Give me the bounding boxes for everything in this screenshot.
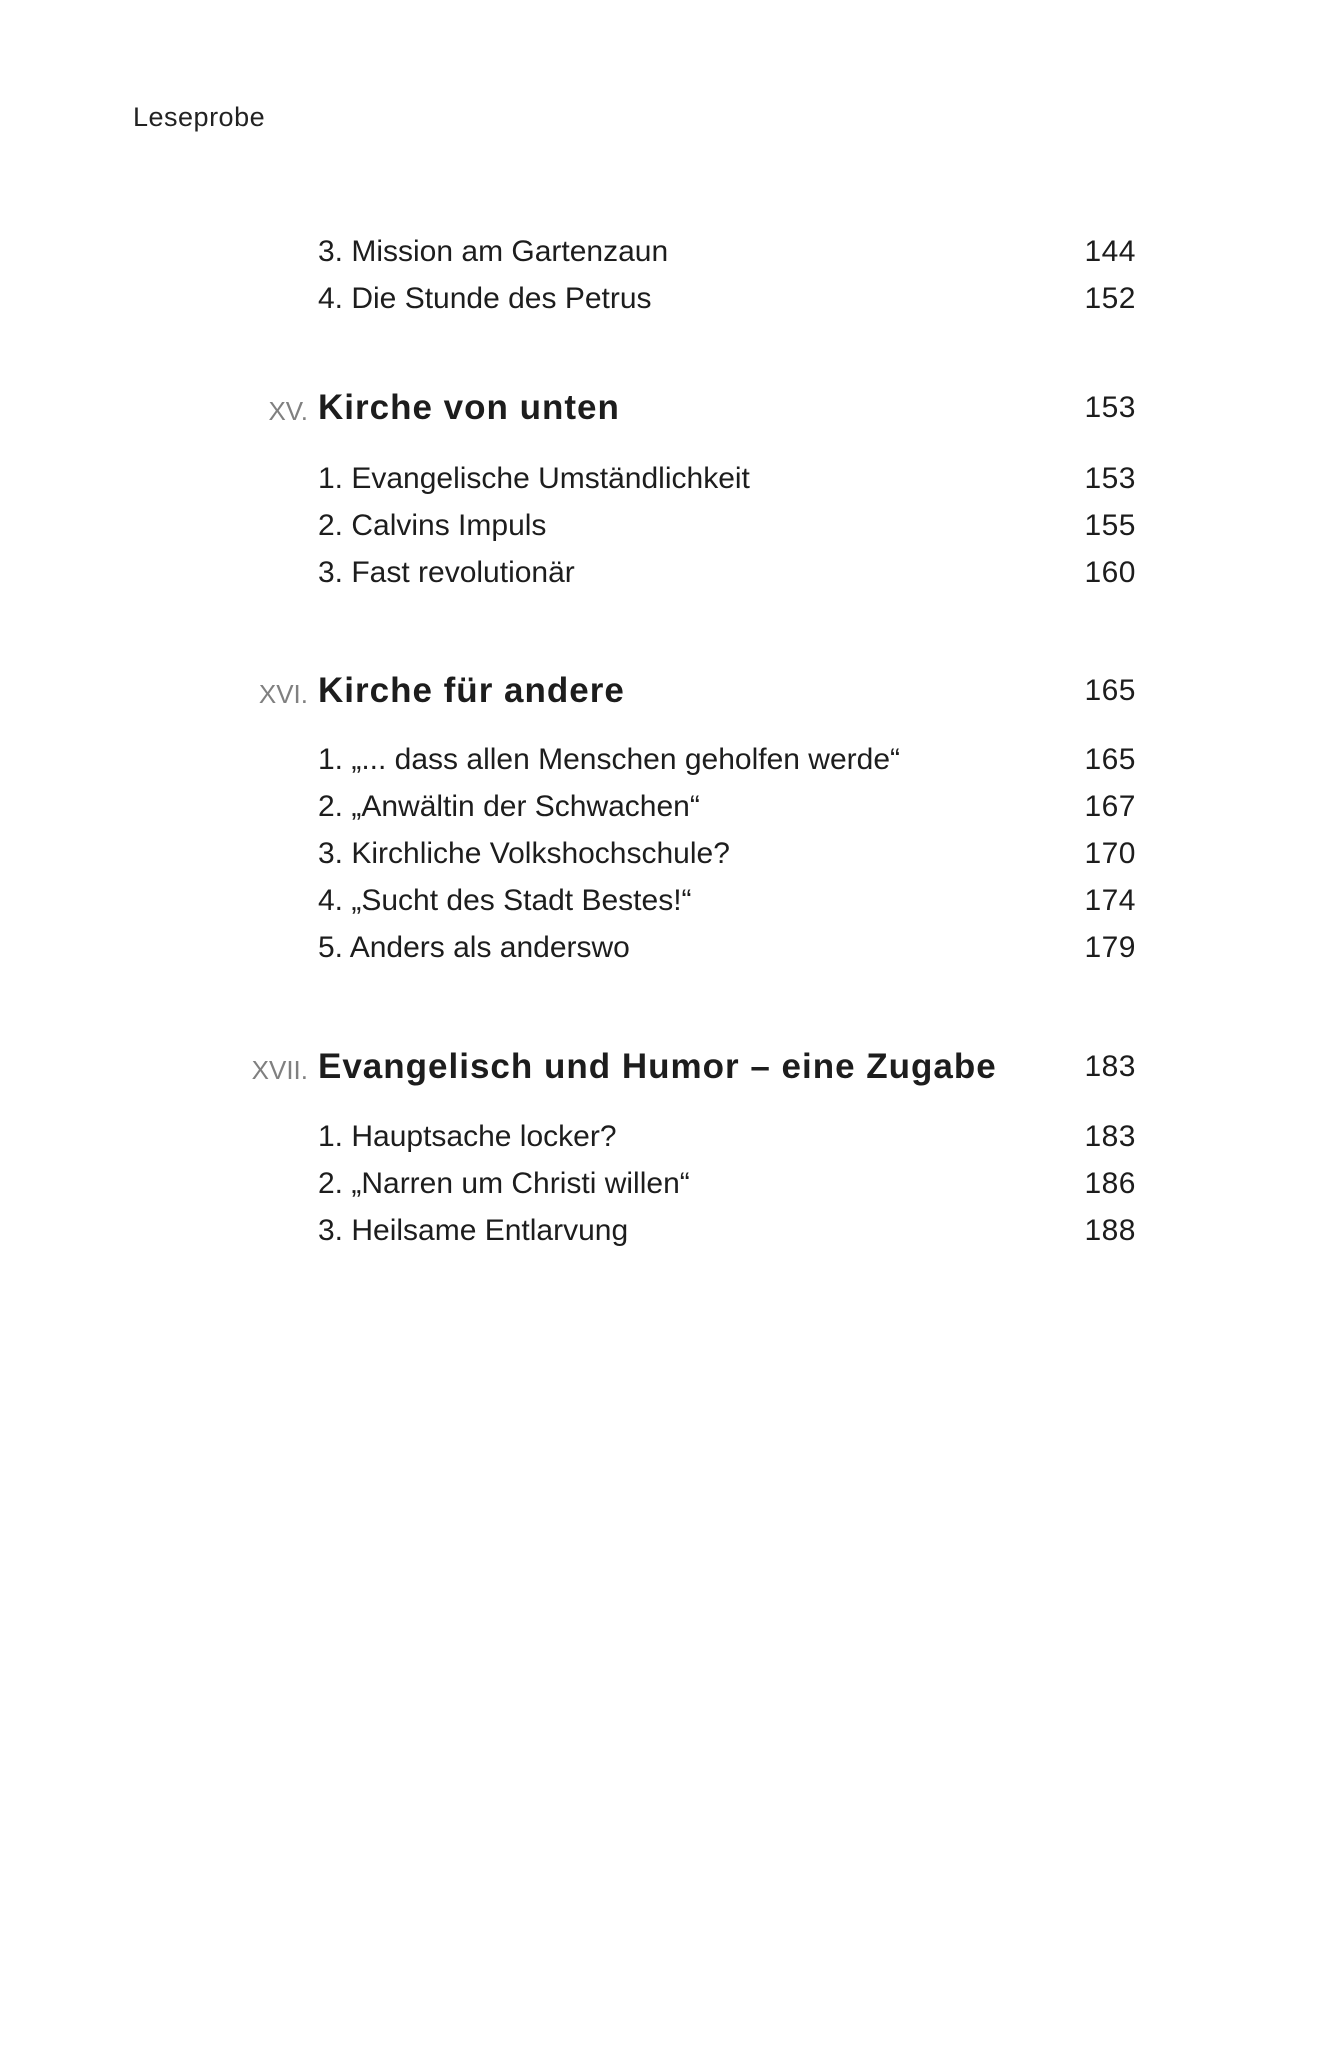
toc-entry-page: 170	[1084, 837, 1136, 870]
toc-entry-title: 4. „Sucht des Stadt Bestes!“	[318, 884, 692, 917]
toc-entry-title: 3. Fast revolutionär	[318, 556, 575, 589]
toc-entry-title: 3. Kirchliche Volkshochschule?	[318, 837, 730, 870]
chapter-numeral: XVI.	[258, 679, 308, 709]
chapter-numeral: XVII.	[251, 1055, 308, 1085]
toc-entry[interactable]	[318, 459, 1136, 499]
toc-entry-title: 2. „Anwältin der Schwachen“	[318, 790, 700, 823]
toc-entry[interactable]	[318, 232, 1136, 272]
toc-chapter-heading[interactable]	[258, 667, 1136, 715]
toc-entry[interactable]	[318, 1211, 1136, 1251]
toc-entry[interactable]	[318, 553, 1136, 593]
toc-entry[interactable]	[318, 279, 1136, 319]
toc-entry-title: 3. Heilsame Entlarvung	[318, 1214, 629, 1247]
chapter-page: 183	[1084, 1050, 1136, 1083]
toc-entry-page: 152	[1084, 282, 1136, 315]
toc-entry-title: 1. Evangelische Umständlichkeit	[318, 462, 750, 495]
toc-entry-page: 160	[1084, 556, 1136, 589]
toc-entry-page: 165	[1084, 743, 1136, 776]
toc-entry-page: 174	[1084, 884, 1136, 917]
toc-entry[interactable]	[318, 1164, 1136, 1204]
toc-chapter-heading[interactable]	[268, 384, 1136, 432]
toc-entry-page: 153	[1084, 462, 1136, 495]
toc-entry[interactable]	[318, 1117, 1136, 1157]
chapter-page: 165	[1084, 674, 1136, 707]
toc-entry-page: 188	[1084, 1214, 1136, 1247]
toc-entry-title: 1. Hauptsache locker?	[318, 1120, 617, 1153]
toc-entry[interactable]	[318, 834, 1136, 874]
toc-entry-page: 144	[1084, 235, 1136, 268]
chapter-title: Kirche für andere	[318, 671, 625, 710]
toc-entry-title: 4. Die Stunde des Petrus	[318, 282, 652, 315]
toc-entry-title: 2. Calvins Impuls	[318, 509, 547, 542]
toc-entry-page: 183	[1084, 1120, 1136, 1153]
toc-entry-page: 179	[1084, 931, 1136, 964]
toc-entry-page: 186	[1084, 1167, 1136, 1200]
running-header: Leseprobe	[133, 102, 266, 132]
toc-entry[interactable]	[318, 740, 1136, 780]
toc-entry-page: 155	[1084, 509, 1136, 542]
toc-entry[interactable]	[318, 881, 1136, 921]
toc-entry-title: 1. „... dass allen Menschen geholfen werde“	[318, 743, 900, 776]
toc-entry-title: 2. „Narren um Christi willen“	[318, 1167, 690, 1200]
toc-entry[interactable]	[318, 787, 1136, 827]
chapter-title: Evangelisch und Humor – eine Zugabe	[318, 1047, 997, 1086]
toc-entry[interactable]	[318, 506, 1136, 546]
chapter-page: 153	[1084, 391, 1136, 424]
toc-entry[interactable]	[318, 928, 1136, 968]
toc-entry-page: 167	[1084, 790, 1136, 823]
toc-chapter-heading[interactable]	[251, 1043, 1136, 1091]
toc-entry-title: 5. Anders als anderswo	[318, 931, 630, 964]
toc-entry-title: 3. Mission am Gartenzaun	[318, 235, 669, 268]
chapter-numeral: XV.	[268, 396, 308, 426]
chapter-title: Kirche von unten	[318, 388, 620, 427]
